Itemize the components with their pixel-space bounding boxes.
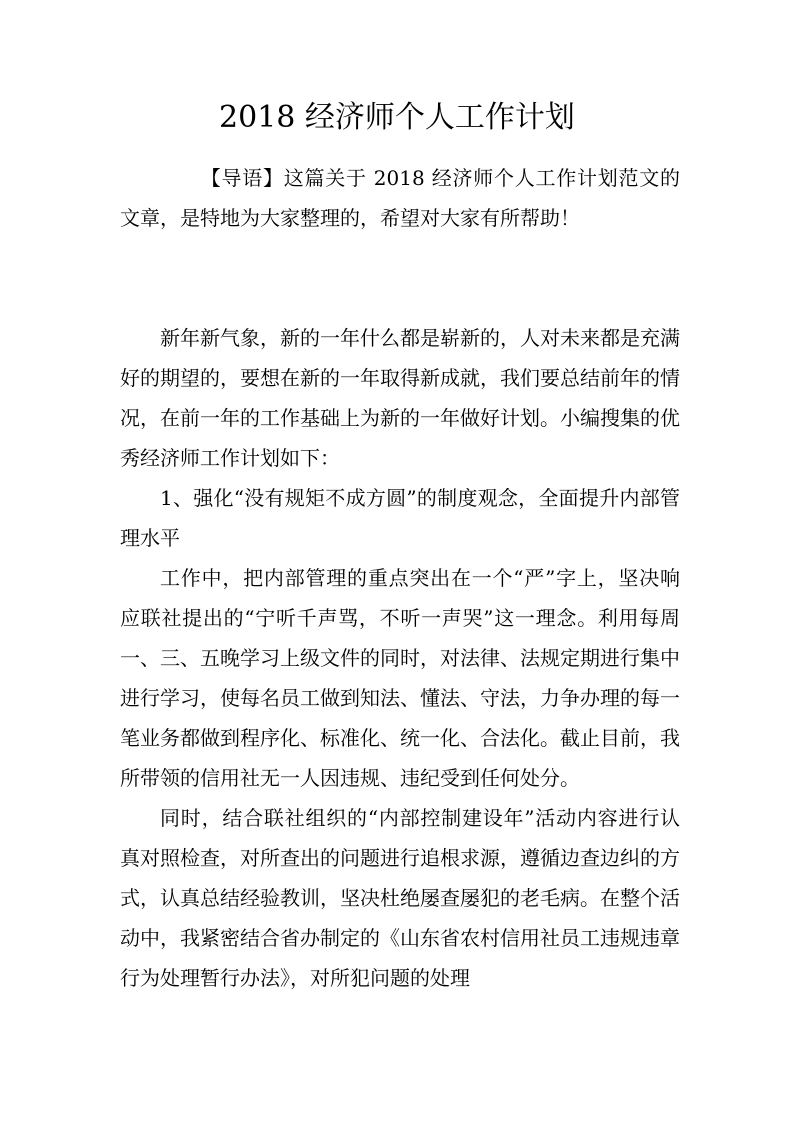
intro-paragraph xyxy=(120,158,680,238)
document-body xyxy=(120,158,680,998)
intro-text: 【导语】这篇关于 2018 经济师个人工作计划范文的文章，是特地为大家整理的，希望对大家有所帮助！ xyxy=(120,166,680,230)
paragraph-opening: 新年新气象，新的一年什么都是崭新的，人对未来都是充满好的期望的，要想在新的一年取得新成就，我们要总结前年的情况，在前一年的工作基础上为新的一年做好计划。小编搜集的优秀经济师工作计划如下： xyxy=(120,326,680,470)
paragraph-section-1-heading: 1、强化“没有规矩不成方圆”的制度观念，全面提升内部管理水平 xyxy=(120,486,680,550)
paragraph-internal-management: 工作中，把内部管理的重点突出在一个“严”字上，坚决响应联社提出的“宁听千声骂，不听一声哭”这一理念。利用每周一、三、五晚学习上级文件的同时，对法律、法规定期进行集中进行学习，使每名员工做到知法、懂法、守法，力争办理的每一笔业务都做到程序化、标准化、统一化、合法化。截止目前，我所带领的信用社无一人因违规、违纪受到任何处分。 xyxy=(120,566,680,790)
document-title: 2018 经济师个人工作计划 xyxy=(219,100,575,135)
paragraph-internal-control: 同时，结合联社组织的“内部控制建设年”活动内容进行认真对照检查，对所查出的问题进行追根求源，遵循边查边纠的方式，认真总结经验教训，坚决杜绝屡查屡犯的老毛病。在整个活动中，我紧密结合省办制定的《山东省农村信用社员工违规违章行为处理暂行办法》，对所犯问题的处理 xyxy=(120,806,680,990)
paragraph-spacer xyxy=(120,238,680,318)
